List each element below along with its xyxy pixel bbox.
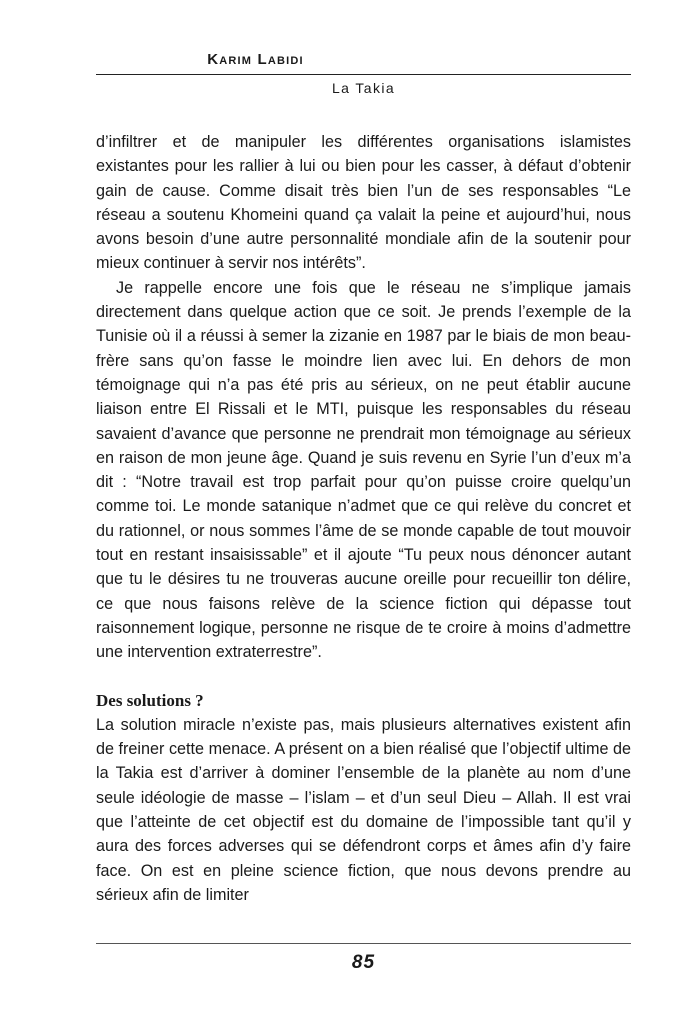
paragraph-spacer [96, 665, 631, 689]
page-number: 85 [351, 952, 376, 973]
running-header [96, 50, 631, 99]
header-rule [96, 74, 631, 75]
header-book-title: La Takia [331, 80, 396, 96]
footer-rule [96, 943, 631, 944]
header-author: Karim Labidi [207, 51, 304, 68]
page-body [96, 130, 631, 907]
paragraph: Je rappelle encore une fois que le réseau ne s’implique jamais directement dans quelque action que ce soit. Je prends l’exemple de la Tunisie où il a réussi à semer la zizanie en 1987 par le biais de mon beau-frère sans qu’on fasse le moindre lien avec lui. En dehors de mon témoignage qui n’a pas été pris au sérieux, on ne peut établir aucune liaison entre El Rissali et le MTI, puisque les responsables du réseau savaient d’avance que personne ne prendrait mon témoignage au sérieux en raison de mon jeune âge. Quand je suis revenu en Syrie l’un d’eux m’a dit : “Notre travail est trop parfait pour qu’on puisse croire quelqu’un comme toi. Le monde satanique n’admet que ce qui relève du concret et du rationnel, or nous sommes l’âme de se monde capable de tout mouvoir tout en restant insaisissable” et il ajoute “Tu peux nous dénoncer autant que tu le désires tu ne trouveras aucune oreille pour recueillir ton délire, ce que nous faisons relève de la science fiction qui dépasse tout raisonnement logique, personne ne risque de te croire à moins d’admettre une intervention extraterrestre”. [96, 278, 631, 662]
page-footer [96, 943, 631, 976]
paragraph: La solution miracle n’existe pas, mais plusieurs alternatives existent afin de freiner cette menace. A présent on a bien réalisé que l’objectif ultime de la Takia est d’arriver à dominer l’ensemble de la planète au nom d’une seule idéologie de masse – l’islam – et d’un seul Dieu – Allah. Il est vrai que l’atteinte de cet objectif est du domaine de l’impossible tant qu’il y aura des forces adverses qui se défendront corps et âmes afin d’y faire face. On est en pleine science fiction, que nous devons prendre au sérieux afin de limiter [96, 715, 631, 904]
section-heading: Des solutions ? [96, 690, 204, 710]
paragraph-continuation: d’infiltrer et de manipuler les différentes organisations islamistes existantes pour les rallier à lui ou bien pour les casser, à défaut d’obtenir gain de cause. Comme disait très bien l’un de ses responsables “Le réseau a soutenu Khomeini quand ça valait la peine et aujourd’hui, nous avons besoin d’une autre personnalité mondiale afin de la soutenir pour mieux continuer à servir nos intérêts”. [96, 133, 631, 273]
